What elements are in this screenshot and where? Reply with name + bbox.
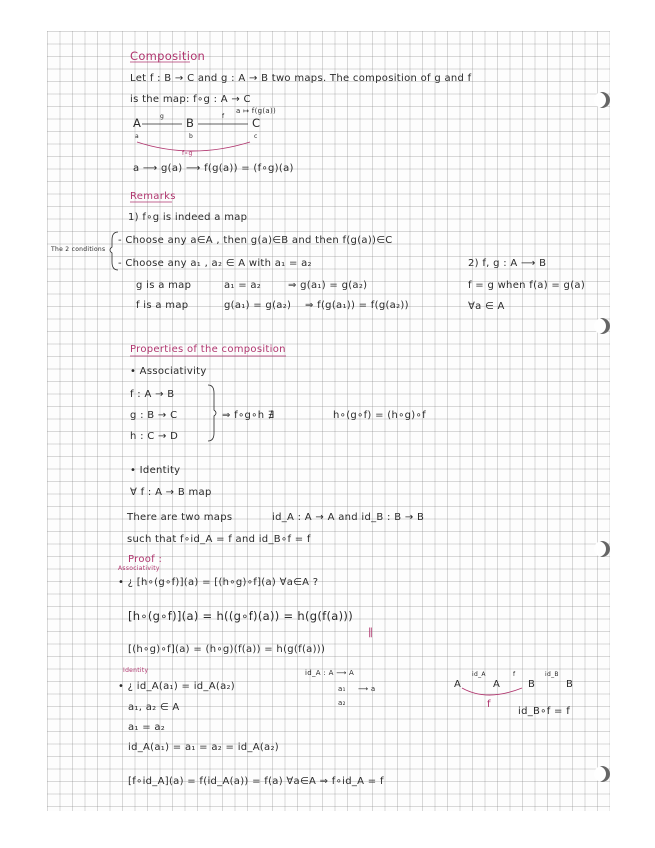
proof-identity-label: Identity bbox=[123, 667, 149, 674]
identity-such-that: such that f∘id_A = f and id_B∘f = f bbox=[127, 534, 311, 545]
chain-arc-f bbox=[462, 688, 522, 695]
ida-map-arrow: ⟶ a bbox=[358, 685, 376, 693]
f-eq-right: ⇒ f(g(a₁)) = f(g(a₂)) bbox=[305, 300, 409, 311]
properties-heading: Properties of the composition bbox=[130, 344, 286, 355]
diagram-set-C: C bbox=[252, 116, 261, 130]
chain-arc-f-label: f bbox=[487, 699, 491, 710]
chain-idB: id_B bbox=[545, 671, 559, 678]
conditions-side-label: The 2 conditions bbox=[51, 246, 106, 253]
diagram-elem-c: c bbox=[254, 133, 258, 140]
proof-identity-eq: a₁ = a₂ bbox=[128, 722, 166, 733]
proof-identity-a1a2: a₁, a₂ ∈ A bbox=[128, 702, 180, 713]
conditions-brace bbox=[110, 232, 118, 270]
assoc-not-defined: ⇒ f∘g∘h ∄ bbox=[222, 410, 275, 421]
proof-identity-final: [f∘id_A](a) = f(id_A(a)) = f(a) ∀a∈A ⇒ f∘id_A = f bbox=[128, 776, 384, 787]
identity-maps-def: id_A : A → A and id_B : B → B bbox=[272, 512, 425, 523]
chain-result: id_B∘f = f bbox=[518, 706, 571, 717]
intro-mapping: a ↦ f(g(a)) bbox=[236, 107, 277, 115]
proof-equal-sign: ‖ bbox=[368, 627, 374, 638]
remark-2-forall: ∀a ∈ A bbox=[468, 301, 505, 312]
assoc-h-map: h : C → D bbox=[130, 431, 179, 442]
g-eq-right: ⇒ g(a₁) = g(a₂) bbox=[288, 280, 368, 291]
diagram-elem-b: b bbox=[189, 133, 194, 140]
chain-A1: A bbox=[454, 679, 462, 690]
identity-forall: ∀ f : A → B map bbox=[130, 487, 212, 498]
intro-line-1: Let f : B → C and g : A → B two maps. The composition of g and f bbox=[130, 73, 472, 84]
condition-1: - Choose any a∈A , then g(a)∈B and then f(g(a))∈C bbox=[118, 235, 393, 246]
f-is-map: f is a map bbox=[136, 300, 189, 311]
diag-arrow-fog bbox=[137, 142, 250, 151]
chain-idA: id_A bbox=[472, 671, 486, 678]
g-is-map: g is a map bbox=[136, 280, 192, 291]
proof-assoc-label: Associativity bbox=[118, 565, 160, 572]
chain-B2: B bbox=[566, 679, 574, 690]
intro-chain: a ⟶ g(a) ⟶ f(g(a)) = (f∘g)(a) bbox=[133, 163, 294, 174]
page-title: Composition bbox=[130, 49, 206, 63]
g-eq-left: a₁ = a₂ bbox=[224, 280, 262, 291]
diagram-set-B: B bbox=[186, 116, 195, 130]
chain-B1: B bbox=[528, 679, 536, 690]
diagram-elem-a: a bbox=[135, 133, 139, 140]
proof-step-1: [h∘(g∘f)](a) = h((g∘f)(a)) = h(g(f(a))) bbox=[128, 609, 353, 623]
proof-heading: Proof : bbox=[128, 554, 163, 565]
chain-A2: A bbox=[493, 679, 501, 690]
ida-map-a2: a₂ bbox=[338, 699, 346, 707]
diagram-set-A: A bbox=[133, 116, 142, 130]
associativity-title: • Associativity bbox=[130, 366, 207, 377]
proof-identity-chain: id_A(a₁) = a₁ = a₂ = id_A(a₂) bbox=[128, 742, 279, 753]
diagram-label-fog: f∘g bbox=[182, 150, 193, 157]
intro-line-2: is the map: f∘g : A → C bbox=[130, 94, 251, 105]
remark-2-equality: f = g when f(a) = g(a) bbox=[468, 280, 586, 291]
diagram-label-g: g bbox=[160, 113, 165, 120]
assoc-f-map: f : A → B bbox=[130, 389, 175, 400]
assoc-g-map: g : B → C bbox=[130, 410, 178, 421]
f-eq-left: g(a₁) = g(a₂) bbox=[224, 300, 292, 311]
ida-map-head: id_A : A ⟶ A bbox=[305, 669, 355, 677]
identity-title: • Identity bbox=[130, 465, 181, 476]
ida-map-a1: a₁ bbox=[338, 685, 346, 693]
remark-1: 1) f∘g is indeed a map bbox=[128, 212, 248, 223]
identity-two-maps: There are two maps bbox=[127, 512, 233, 523]
assoc-brace bbox=[208, 385, 216, 441]
diagram-label-f: f bbox=[222, 113, 225, 120]
proof-identity-q: • ¿ id_A(a₁) = id_A(a₂) bbox=[118, 681, 236, 692]
assoc-law: h∘(g∘f) = (h∘g)∘f bbox=[333, 410, 426, 421]
condition-2: - Choose any a₁ , a₂ ∈ A with a₁ = a₂ bbox=[118, 258, 312, 269]
remarks-heading: Remarks bbox=[130, 191, 176, 202]
proof-assoc-question: • ¿ [h∘(g∘f)](a) = [(h∘g)∘f](a) ∀a∈A ? bbox=[118, 577, 319, 588]
remark-2-maps: 2) f, g : A ⟶ B bbox=[468, 258, 547, 269]
chain-f-label: f bbox=[513, 671, 516, 678]
proof-step-2: [(h∘g)∘f](a) = (h∘g)(f(a)) = h(g(f(a))) bbox=[128, 644, 326, 655]
